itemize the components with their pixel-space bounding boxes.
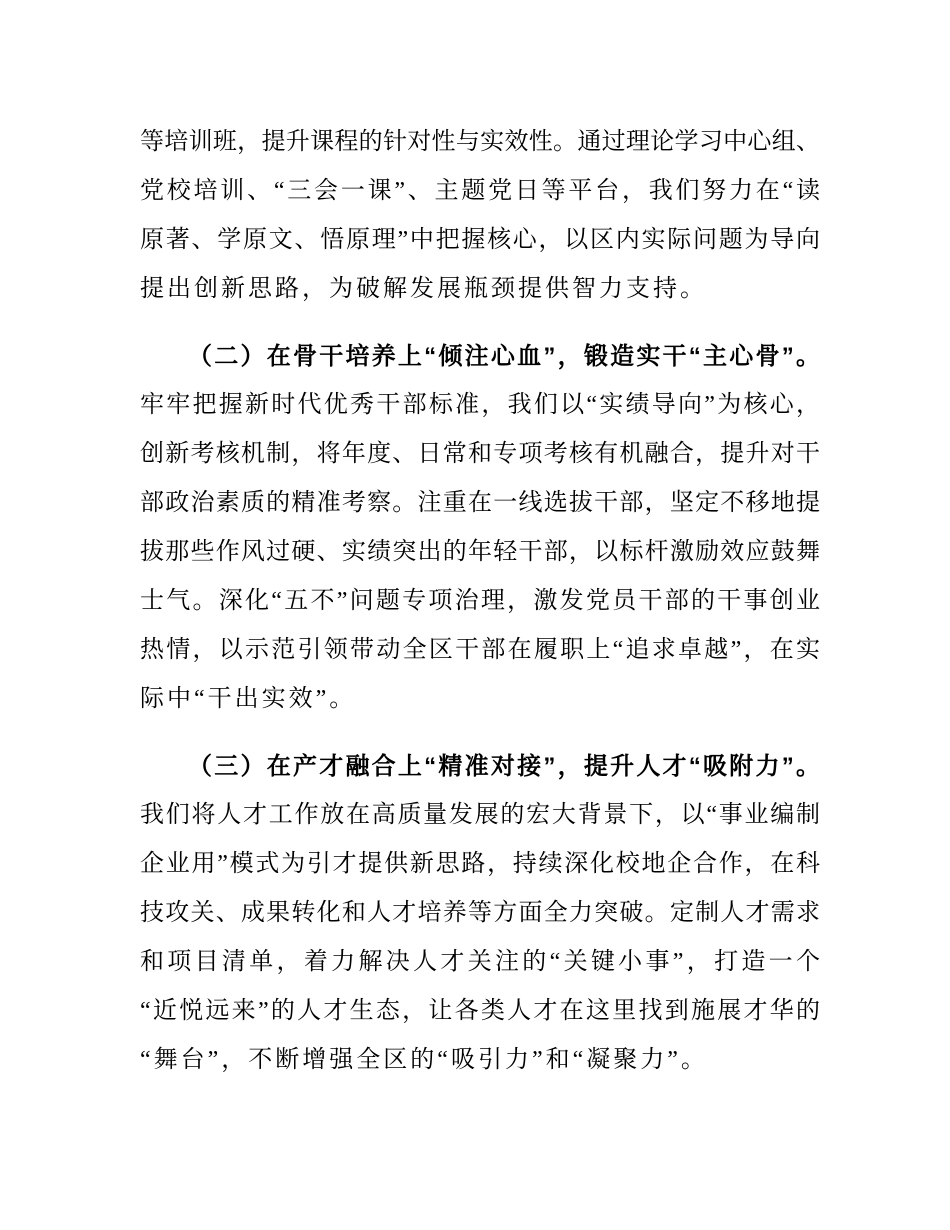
body-text-line: 我们将人才工作放在高质量发展的宏大背景下，以“事业编制 — [140, 802, 820, 828]
body-text-line: “舞台”，不断增强全区的“吸引力”和“凝聚力”。 — [140, 1047, 708, 1073]
body-text-line: 原著、学原文、悟原理”中把握核心，以区内实际问题为导向 — [140, 227, 820, 253]
body-text-line: 和项目清单，着力解决人才关注的“关键小事”，打造一个 — [140, 949, 820, 975]
section-heading-line: （三）在产才融合上“精准对接”，提升人才“吸附力”。 — [188, 753, 820, 780]
body-text-line: 热情，以示范引领带动全区干部在履职上“追求卓越”，在实 — [140, 637, 820, 663]
body-text-line: 创新考核机制，将年度、日常和专项考核有机融合，提升对干 — [140, 441, 820, 467]
body-text-line: 等培训班，提升课程的针对性与实效性。通过理论学习中心组、 — [140, 129, 820, 155]
paragraph — [140, 118, 820, 314]
paragraph — [140, 332, 820, 724]
body-text-line: 技攻关、成果转化和人才培养等方面全力突破。定制人才需求 — [140, 900, 820, 926]
body-text-line: 拔那些作风过硬、实绩突出的年轻干部，以标杆激励效应鼓舞 — [140, 539, 820, 565]
body-text-line: 部政治素质的精准考察。注重在一线选拔干部，坚定不移地提 — [140, 490, 820, 516]
paragraph — [140, 742, 820, 1085]
body-text-line: 企业用”模式为引才提供新思路，持续深化校地企合作，在科 — [140, 851, 820, 877]
body-text-line: 士气。深化“五不”问题专项治理，激发党员干部的干事创业 — [140, 588, 820, 614]
body-text-line: 党校培训、“三会一课”、主题党日等平台，我们努力在“读 — [140, 178, 820, 204]
body-text-line: 提出创新思路，为破解发展瓶颈提供智力支持。 — [140, 276, 707, 302]
body-text-line: 际中“干出实效”。 — [140, 686, 357, 712]
section-heading-line: （二）在骨干培养上“倾注心血”，锻造实干“主心骨”。 — [188, 343, 820, 370]
body-text-line: “近悦远来”的人才生态，让各类人才在这里找到施展才华的 — [140, 998, 820, 1024]
body-text-line: 牢牢把握新时代优秀干部标准，我们以“实绩导向”为核心， — [140, 392, 820, 418]
